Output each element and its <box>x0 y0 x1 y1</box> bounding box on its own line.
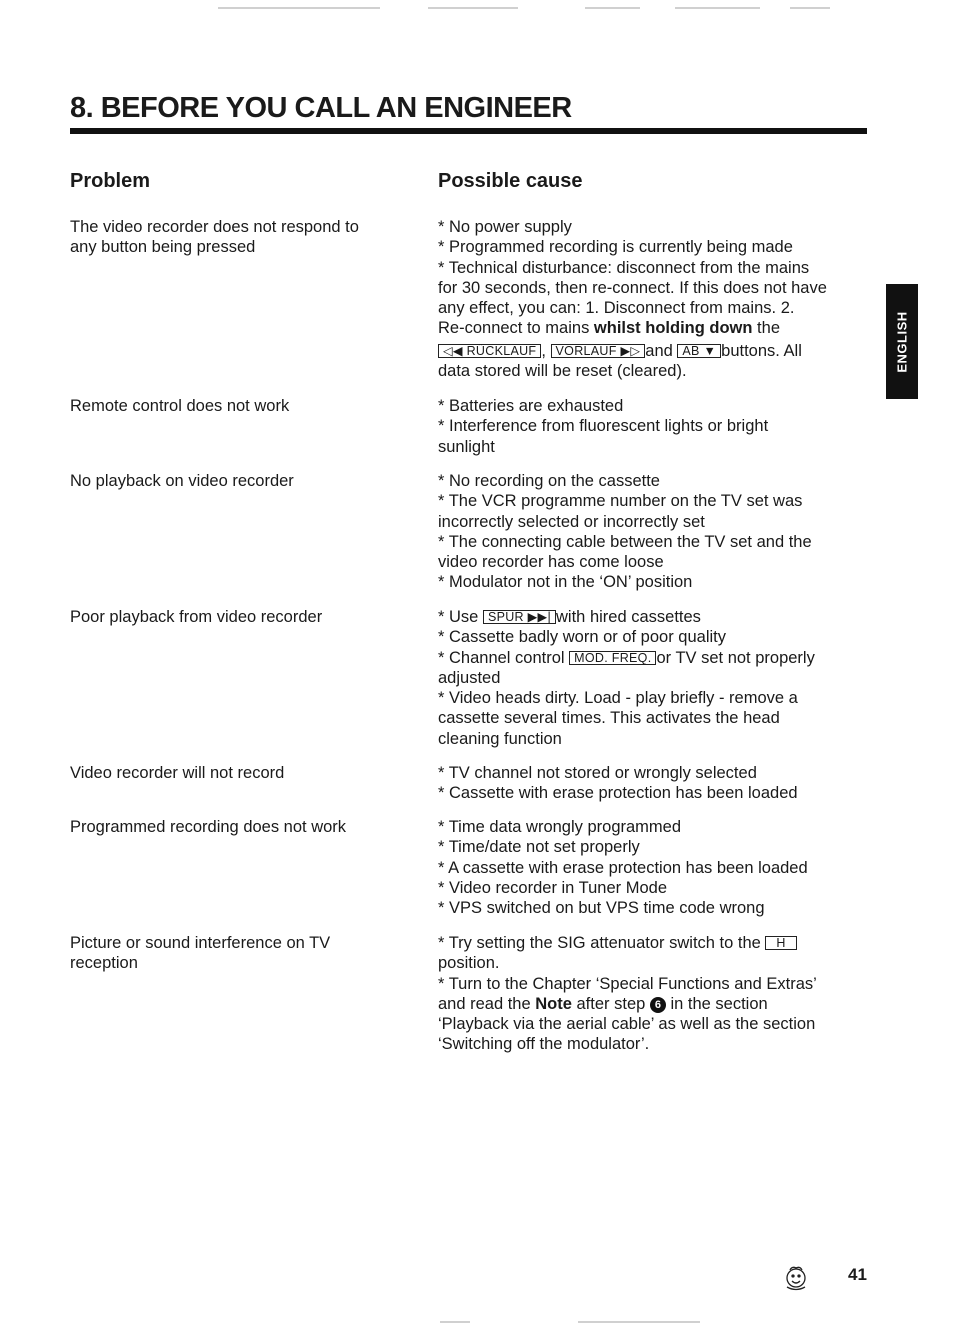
cause-text: * No power supply * Programmed recording is currently being made * Technical disturbance: disconnect from the mains for 30 seconds, then re-connect. If this does not have any effect, you can: 1. Disconnect from mains. 2. Re-connect to mains whilst holding down the ◁◀ RÜCKLAUF , VORLAUF ▶▷ and AB ▼ buttons. All data stored will be reset (cleared). <box>438 218 827 381</box>
mod-freq-key: MOD. FREQ. <box>569 651 656 665</box>
vorlauf-key: VORLAUF ▶▷ <box>551 344 646 358</box>
title-rule <box>70 128 867 134</box>
mascot-icon <box>782 1264 810 1292</box>
cause-text: * TV channel not stored or wrongly selected * Cassette with erase protection has been loaded <box>438 764 798 803</box>
problem-text: The video recorder does not respond to any button being pressed <box>70 218 359 257</box>
cause-text: * Try setting the SIG attenuator switch to the H position. * Turn to the Chapter ‘Special Functions and Extras’ and read the Note after step 6 in the section ‘Playback via the aerial cable’ as well as the section ‘Switching off the modulator’. <box>438 934 817 1054</box>
problem-text: Video recorder will not record <box>70 764 285 782</box>
h-switch-key: H <box>765 936 796 950</box>
page-title: 8. BEFORE YOU CALL AN ENGINEER <box>70 92 572 124</box>
problem-text: Poor playback from video recorder <box>70 608 323 626</box>
problem-text: Programmed recording does not work <box>70 818 347 836</box>
cause-text: * Batteries are exhausted * Interference from fluorescent lights or bright sunlight <box>438 397 769 456</box>
step-number-badge: 6 <box>650 997 666 1013</box>
page-number: 41 <box>848 1265 867 1284</box>
problem-heading: Problem <box>70 170 151 192</box>
cause-text: * Use SPUR ▶▶| with hired cassettes * Cassette badly worn or of poor quality * Channel control MOD. FREQ. or TV set not properly adjusted * Video heads dirty. Load - play briefly - remove a cassette several times. This activates the head cleaning function <box>438 608 815 748</box>
problem-text: Picture or sound interference on TV reception <box>70 934 331 973</box>
problem-text: Remote control does not work <box>70 397 290 415</box>
ab-key: AB ▼ <box>677 344 721 358</box>
language-tab <box>886 284 918 399</box>
cause-text: * Time data wrongly programmed * Time/date not set properly * A cassette with erase protection has been loaded * Video recorder in Tuner Mode * VPS switched on but VPS time code wrong <box>438 818 808 918</box>
spur-key: SPUR ▶▶| <box>483 610 556 624</box>
cause-text: * No recording on the cassette * The VCR programme number on the TV set was incorrectly selected or incorrectly set * The connecting cable between the TV set and the video recorder has come loose * Modulator not in the ‘ON’ position <box>438 472 812 592</box>
problem-text: No playback on video recorder <box>70 472 294 490</box>
language-tab-label: ENGLISH <box>894 310 910 373</box>
cause-heading: Possible cause <box>438 170 583 192</box>
rucklauf-key: ◁◀ RÜCKLAUF <box>438 344 541 358</box>
